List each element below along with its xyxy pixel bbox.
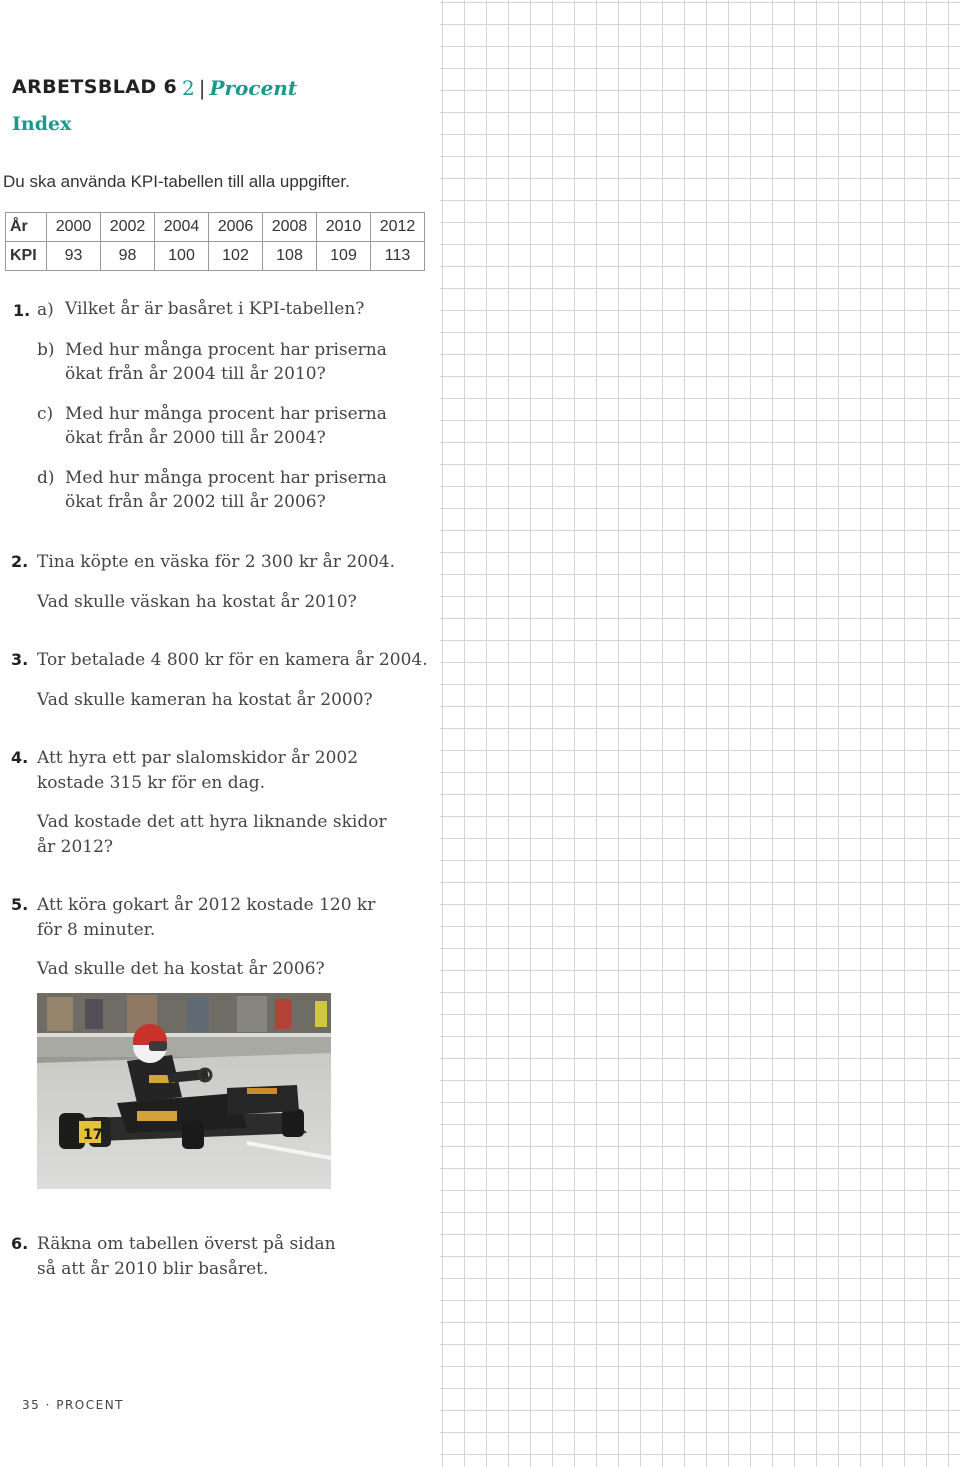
kpi-table: [5, 212, 425, 271]
question-text: Vilket år är basåret i KPI-tabellen?: [65, 299, 365, 319]
question-number: 3.: [11, 650, 29, 669]
row-header-kpi: KPI: [6, 242, 47, 271]
question-text: ökat från år 2002 till år 2006?: [65, 492, 326, 512]
table-cell: 2006: [209, 213, 263, 242]
section-title: Index: [12, 113, 72, 135]
question-text: Med hur många procent har priserna: [65, 468, 387, 488]
table-cell: 108: [263, 242, 317, 271]
table-cell: 109: [317, 242, 371, 271]
question-text: ökat från år 2000 till år 2004?: [65, 428, 326, 448]
question-text: Vad skulle kameran ha kostat år 2000?: [37, 690, 373, 710]
question-number: 6.: [11, 1234, 29, 1253]
gokart-illustration: [37, 993, 331, 1189]
worksheet-label: ARBETSBLAD 6: [12, 76, 178, 98]
question-text: år 2012?: [37, 837, 114, 857]
table-cell: 2012: [371, 213, 425, 242]
chapter-separator: |: [198, 76, 206, 100]
question-number: 5.: [11, 895, 29, 914]
chapter-title: Procent: [209, 76, 298, 100]
chapter-heading: [182, 76, 297, 100]
question-text: Tina köpte en väska för 2 300 kr år 2004.: [37, 552, 395, 572]
row-header-year: År: [6, 213, 47, 242]
question-text: kostade 315 kr för en dag.: [37, 773, 266, 793]
question-text: Med hur många procent har priserna: [65, 340, 387, 360]
question-text: Tor betalade 4 800 kr för en kamera år 2004.: [37, 650, 428, 670]
table-row-kpi: [6, 242, 425, 271]
question-text: Att hyra ett par slalomskidor år 2002: [37, 748, 359, 768]
question-number: 2.: [11, 552, 29, 571]
question-text: ökat från år 2004 till år 2010?: [65, 364, 326, 384]
question-text: Med hur många procent har priserna: [65, 404, 387, 424]
table-cell: 2002: [101, 213, 155, 242]
subquestion-label: c): [37, 404, 54, 424]
chapter-number: 2: [182, 76, 195, 100]
question-text: Räkna om tabellen överst på sidan: [37, 1234, 336, 1254]
table-cell: 2008: [263, 213, 317, 242]
gokart-photo: [37, 993, 331, 1189]
question-number: 4.: [11, 748, 29, 767]
table-cell: 100: [155, 242, 209, 271]
question-text: Vad kostade det att hyra liknande skidor: [37, 812, 387, 832]
table-cell: 2004: [155, 213, 209, 242]
subquestion-label: d): [37, 468, 55, 488]
table-cell: 2000: [47, 213, 101, 242]
table-cell: 113: [371, 242, 425, 271]
table-cell: 98: [101, 242, 155, 271]
kart-number: 17: [83, 1127, 103, 1143]
subquestion-label: a): [37, 300, 54, 320]
table-cell: 93: [47, 242, 101, 271]
table-cell: 2010: [317, 213, 371, 242]
question-text: för 8 minuter.: [37, 920, 156, 940]
question-number: 1.: [13, 301, 31, 320]
question-text: Att köra gokart år 2012 kostade 120 kr: [37, 895, 376, 915]
table-row-years: [6, 213, 425, 242]
intro-text: Du ska använda KPI-tabellen till alla uppgifter.: [3, 172, 350, 191]
question-text: så att år 2010 blir basåret.: [37, 1259, 269, 1279]
table-cell: 102: [209, 242, 263, 271]
subquestion-label: b): [37, 340, 55, 360]
grid-paper: [440, 0, 960, 1467]
question-text: Vad skulle väskan ha kostat år 2010?: [37, 592, 357, 612]
page-footer: 35 · PROCENT: [22, 1398, 124, 1412]
question-text: Vad skulle det ha kostat år 2006?: [37, 959, 325, 979]
